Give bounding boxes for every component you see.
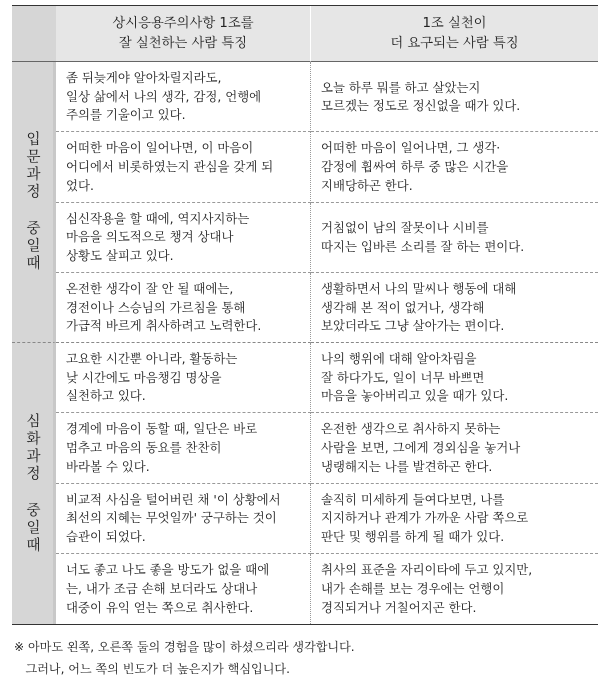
table-cell-left: [56, 484, 311, 554]
table-cell-right: [311, 343, 598, 413]
footnote: [14, 636, 355, 680]
cell-text: 어떠한 마음이 일어나면, 그 생각· 감정에 휩싸여 하루 중 많은 시간을 지배당하곤 한다.: [321, 140, 509, 193]
cell-text: 생활하면서 나의 말씨나 행동에 대해 생각해 본 적이 없거나, 생각해 보았더라도 그냥 살아가는 편이다.: [321, 280, 517, 334]
table-cell-left: [56, 132, 311, 202]
table-cell-right: [311, 554, 598, 624]
cell-text: 나의 행위에 대해 알아차림을 잘 하다가도, 일이 너무 바쁘면 마음을 놓아버리고 있을 때가 있다.: [321, 351, 509, 404]
header-good-practice: [56, 6, 311, 62]
table-cell-left: [56, 203, 311, 273]
table-cell-left: [56, 554, 311, 624]
header-needs-practice: [311, 6, 598, 62]
cell-text: 너도 좋고 나도 좋을 방도가 없을 때에 는, 내가 조금 손해 보더라도 상대나 대중이 유익 얻는 쪽으로 취사한다.: [66, 562, 270, 615]
cell-text: 좀 뒤늦게야 알아차릴지라도, 일상 삶에서 나의 생각, 감정, 언행에 주의를 기울이고 있다.: [66, 70, 262, 123]
table-cell-right: [311, 273, 598, 343]
cell-text: 취사의 표준을 자리이타에 두고 있지만, 내가 손해를 보는 경우에는 언행이 경직되거나 거칠어지곤 한다.: [321, 562, 533, 615]
footnote-line-2: 그러나, 어느 쪽의 빈도가 더 높은지가 핵심입니다.: [14, 662, 290, 676]
table-cell-right: [311, 62, 598, 132]
table-cell-left: [56, 413, 311, 483]
table-cell-right: [311, 484, 598, 554]
cell-text: 경계에 마음이 동할 때, 일단은 바로 멈추고 마음의 동요를 찬찬히 바라볼 수 있다.: [66, 421, 258, 474]
comparison-table: [12, 5, 598, 625]
group-label-intro: [12, 62, 56, 343]
header-corner: [12, 6, 56, 62]
footnote-line-1: ※ 아마도 왼쪽, 오른쪽 둘의 경험을 많이 하셨으리라 생각합니다.: [14, 640, 355, 654]
table-cell-right: [311, 132, 598, 202]
cell-text: 솔직히 미세하게 들여다보면, 나를 지지하거나 관계가 가까운 사람 쪽으로 판단 및 행위를 하게 될 때가 있다.: [321, 491, 529, 544]
table-cell-right: [311, 413, 598, 483]
group-label-advanced-text: 심화과정 중일때: [24, 412, 40, 555]
group-label-advanced: [12, 343, 56, 624]
cell-text: 심신작용을 할 때에, 역지사지하는 마음을 의도적으로 챙겨 상대나 상황도 살피고 있다.: [66, 210, 250, 263]
cell-text: 온전한 생각으로 취사하지 못하는 사람을 보면, 그에게 경외심을 놓거나 냉랭해지는 나를 발견하곤 한다.: [321, 421, 521, 474]
header-good-practice-text: 상시응용주의사항 1조를 잘 실천하는 사람 특징: [112, 15, 254, 51]
cell-text: 비교적 사심을 털어버린 채 '이 상황에서 최선의 지혜는 무엇일까' 궁구하는 것이 습관이 되었다.: [66, 491, 281, 544]
cell-text: 거침없이 남의 잘못이나 시비를 따지는 입바른 소리를 잘 하는 편이다.: [321, 220, 525, 254]
table-cell-left: [56, 343, 311, 413]
cell-text: 오늘 하루 뭐를 하고 살았는지 모르겠는 정도로 정신없을 때가 있다.: [321, 79, 521, 114]
group-label-intro-text: 입문과정 중일때: [24, 131, 40, 273]
cell-text: 어떠한 마음이 일어나면, 이 마음이 어디에서 비롯하였는지 관심을 갖게 되 었다.: [66, 140, 274, 193]
table-cell-left: [56, 62, 311, 132]
cell-text: 고요한 시간뿐 아니라, 활동하는 낮 시간에도 마음챙김 명상을 실천하고 있다.: [66, 351, 238, 404]
table-cell-right: [311, 203, 598, 273]
cell-text: 온전한 생각이 잘 안 될 때에는, 경전이나 스승님의 가르침을 통해 가급적 바르게 취사하려고 노력한다.: [66, 280, 262, 334]
table-cell-left: [56, 273, 311, 343]
header-needs-practice-text: 1조 실천이 더 요구되는 사람 특징: [390, 15, 519, 51]
